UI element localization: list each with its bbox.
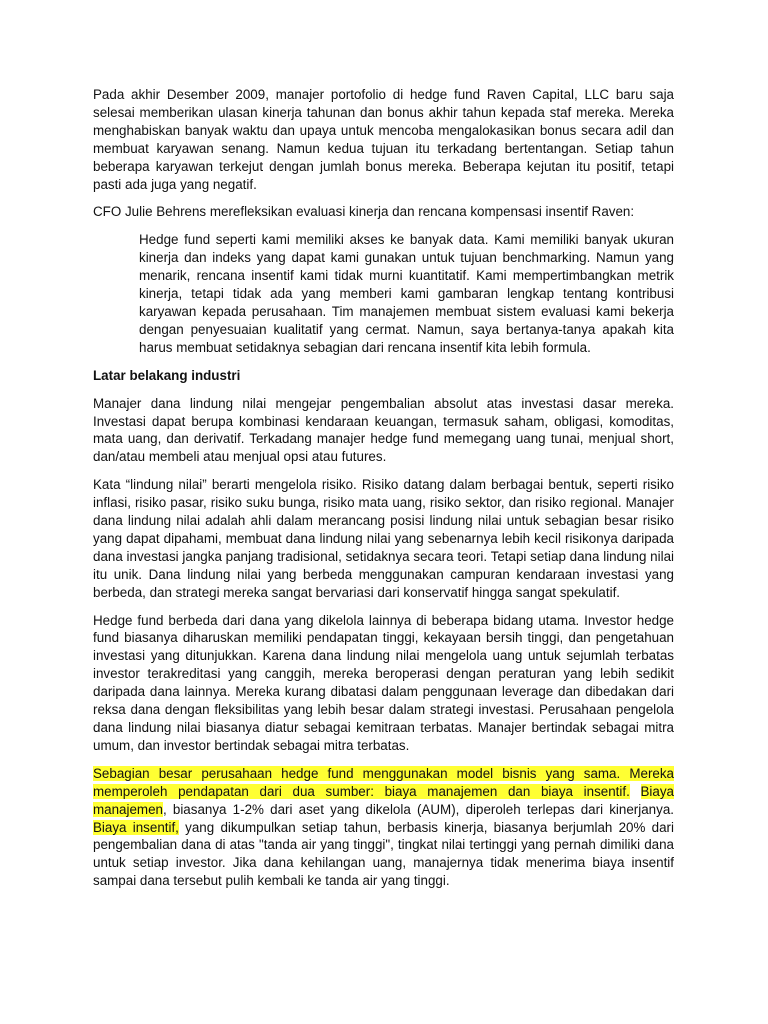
block-quote: Hedge fund seperti kami memiliki akses ke banyak data. Kami memiliki banyak ukuran kinerja dan indeks yang dapat kami gunakan untuk tujuan benchmarking. Namun yang menarik, rencana insentif kami tidak murni kuantitatif. Kami mempertimbangkan metrik kinerja, tetapi tidak ada yang memberi kami gambaran lengkap tentang kontribusi karyawan kepada perusahaan. Tim manajemen membuat sistem evaluasi kami bekerja dengan penyesuaian kualitatif yang cermat. Namun, saya bertanya-tanya apakah kita harus membuat setidaknya sebagian dari rencana insentif kita lebih formula. (139, 232, 674, 355)
paragraph-cfo: CFO Julie Behrens merefleksikan evaluasi kinerja dan rencana kompensasi insentif Raven: (93, 204, 635, 220)
text-management-fee-desc: , biasanya 1-2% dari aset yang dikelola (AUM), diperoleh terlepas dari kinerjanya. (162, 801, 674, 817)
highlight-management-fee: Biaya manajemen (93, 783, 674, 817)
paragraph-industry-1: Manajer dana lindung nilai mengejar pengembalian absolut atas investasi dasar mereka. Investasi dapat berupa kombinasi kendaraan keuangan, termasuk saham, obligasi, komoditas, mata uang, dan derivatif. Terkadang manajer hedge fund memegang uang tunai, menjual short, dan/atau membeli atau menjual opsi atau futures. (93, 395, 674, 465)
highlight-business-model: Sebagian besar perusahaan hedge fund menggunakan model bisnis yang sama. Mereka memperoleh pendapatan dari dua sumber: biaya manajemen dan biaya insentif. (93, 765, 674, 799)
section-heading: Latar belakang industri (93, 367, 241, 383)
text-incentive-fee-desc: yang dikumpulkan setiap tahun, berbasis kinerja, biasanya berjumlah 20% dari pengembalian dana di atas "tanda air yang tinggi", tingkat nilai tertinggi yang pernah dimiliki dana untuk setiap investor. Jika dana kehilangan uang, manajernya tidak menerima biaya insentif sampai dana tersebut pulih kembali ke tanda air yang tinggi. (93, 819, 674, 889)
paragraph-industry-2: Kata “lindung nilai” berarti mengelola risiko. Risiko datang dalam berbagai bentuk, seperti risiko inflasi, risiko pasar, risiko suku bunga, risiko mata uang, risiko sektor, dan risiko regional. Manajer dana lindung nilai adalah ahli dalam merancang posisi lindung nilai untuk sebagian besar risiko yang dapat dipahami, membuat dana lindung nilai yang sebenarnya lebih kecil risikonya daripada dana investasi jangka panjang tradisional, setidaknya secara teori. Tetapi setiap dana lindung nilai itu unik. Dana lindung nilai yang berbeda menggunakan campuran kendaraan investasi yang berbeda, dan strategi mereka sangat bervariasi dari konservatif hingga sangat spekulatif. (93, 477, 674, 600)
highlight-incentive-fee: Biaya insentif, (93, 819, 179, 835)
document-page (93, 86, 674, 889)
paragraph-business-model (93, 765, 674, 889)
paragraph-intro: Pada akhir Desember 2009, manajer portofolio di hedge fund Raven Capital, LLC baru saja selesai memberikan ulasan kinerja tahunan dan bonus akhir tahun kepada staf mereka. Mereka menghabiskan banyak waktu dan upaya untuk mencoba mengalokasikan bonus secara adil dan membuat karyawan senang. Namun kedua tujuan itu terkadang bertentangan. Setiap tahun beberapa karyawan terkejut dengan jumlah bonus mereka. Beberapa kejutan itu positif, tetapi pasti ada juga yang negatif. (93, 87, 674, 192)
paragraph-industry-3: Hedge fund berbeda dari dana yang dikelola lainnya di beberapa bidang utama. Investor hedge fund biasanya diharuskan memiliki pendapatan tinggi, kekayaan bersih tinggi, dan pengetahuan investasi yang ditunjukkan. Karena dana lindung nilai mengelola uang untuk sejumlah terbatas investor terakreditasi yang canggih, mereka beroperasi dengan peraturan yang lebih sedikit daripada dana lainnya. Mereka kurang dibatasi dalam penggunaan leverage dan dibedakan dari reksa dana dengan fleksibilitas yang lebih besar dalam strategi investasi. Perusahaan pengelola dana lindung nilai biasanya diatur sebagai kemitraan terbatas. Manajer bertindak sebagai mitra umum, dan investor bertindak sebagai mitra terbatas. (93, 612, 674, 753)
text-space (630, 784, 641, 799)
